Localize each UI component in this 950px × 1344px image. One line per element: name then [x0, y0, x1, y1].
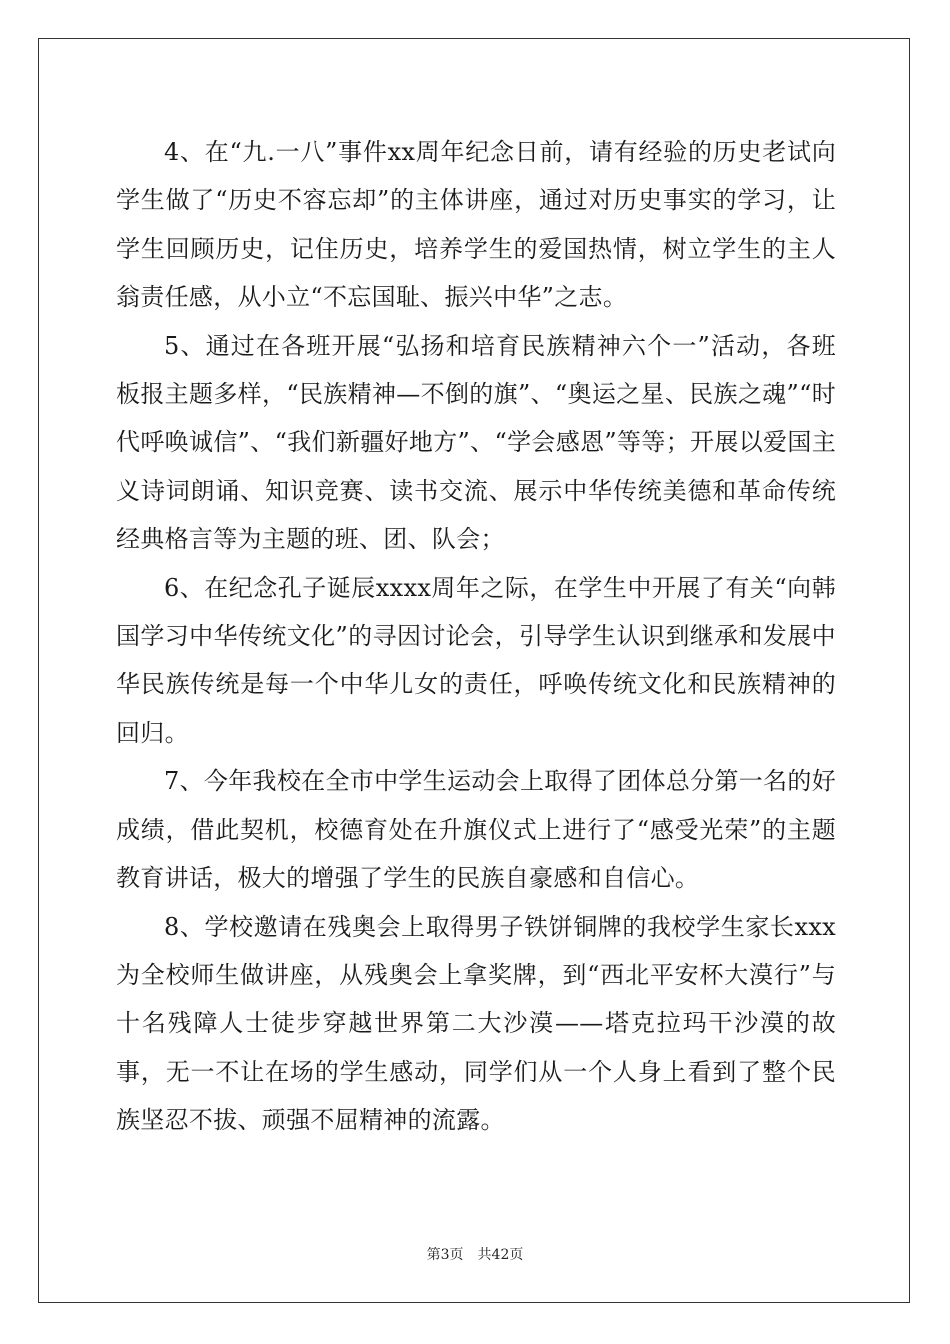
paragraph-8: 8、学校邀请在残奥会上取得男子铁饼铜牌的我校学生家长xxx为全校师生做讲座，从残奥会上拿奖牌，到“西北平安杯大漠行”与十名残障人士徒步穿越世界第二大沙漠——塔克拉玛干沙漠的故事，无一不让在场的学生感动，同学们从一个人身上看到了整个民族坚忍不拔、顽强不屈精神的流露。 — [116, 912, 836, 1135]
paragraph-5: 5、通过在各班开展“弘扬和培育民族精神六个一”活动，各班板报主题多样，“民族精神—不倒的旗”、“奥运之星、民族之魂”“时代呼唤诚信”、“我们新疆好地方”、“学会感恩”等等；开展以爱国主义诗词朗诵、知识竞赛、读书交流、展示中华传统美德和革命传统经典格言等为主题的班、团、队会； — [116, 331, 836, 554]
paragraph-7: 7、今年我校在全市中学生运动会上取得了团体总分第一名的好成绩，借此契机，校德育处在升旗仪式上进行了“感受光荣”的主题教育讲话，极大的增强了学生的民族自豪感和自信心。 — [116, 767, 836, 893]
page-number-footer: 第3页 共42页 — [426, 1247, 524, 1263]
document-body — [116, 128, 836, 1145]
paragraph-6: 6、在纪念孔子诞辰xxxx周年之际，在学生中开展了有关“向韩国学习中华传统文化”的寻因讨论会，引导学生认识到继承和发展中华民族传统是每一个中华儿女的责任，呼唤传统文化和民族精神的回归。 — [116, 573, 836, 747]
paragraph-4: 4、在“九.一八”事件xx周年纪念日前，请有经验的历史老试向学生做了“历史不容忘却”的主体讲座，通过对历史事实的学习，让学生回顾历史，记住历史，培养学生的爱国热情，树立学生的主人翁责任感，从小立“不忘国耻、振兴中华”之志。 — [116, 138, 836, 312]
